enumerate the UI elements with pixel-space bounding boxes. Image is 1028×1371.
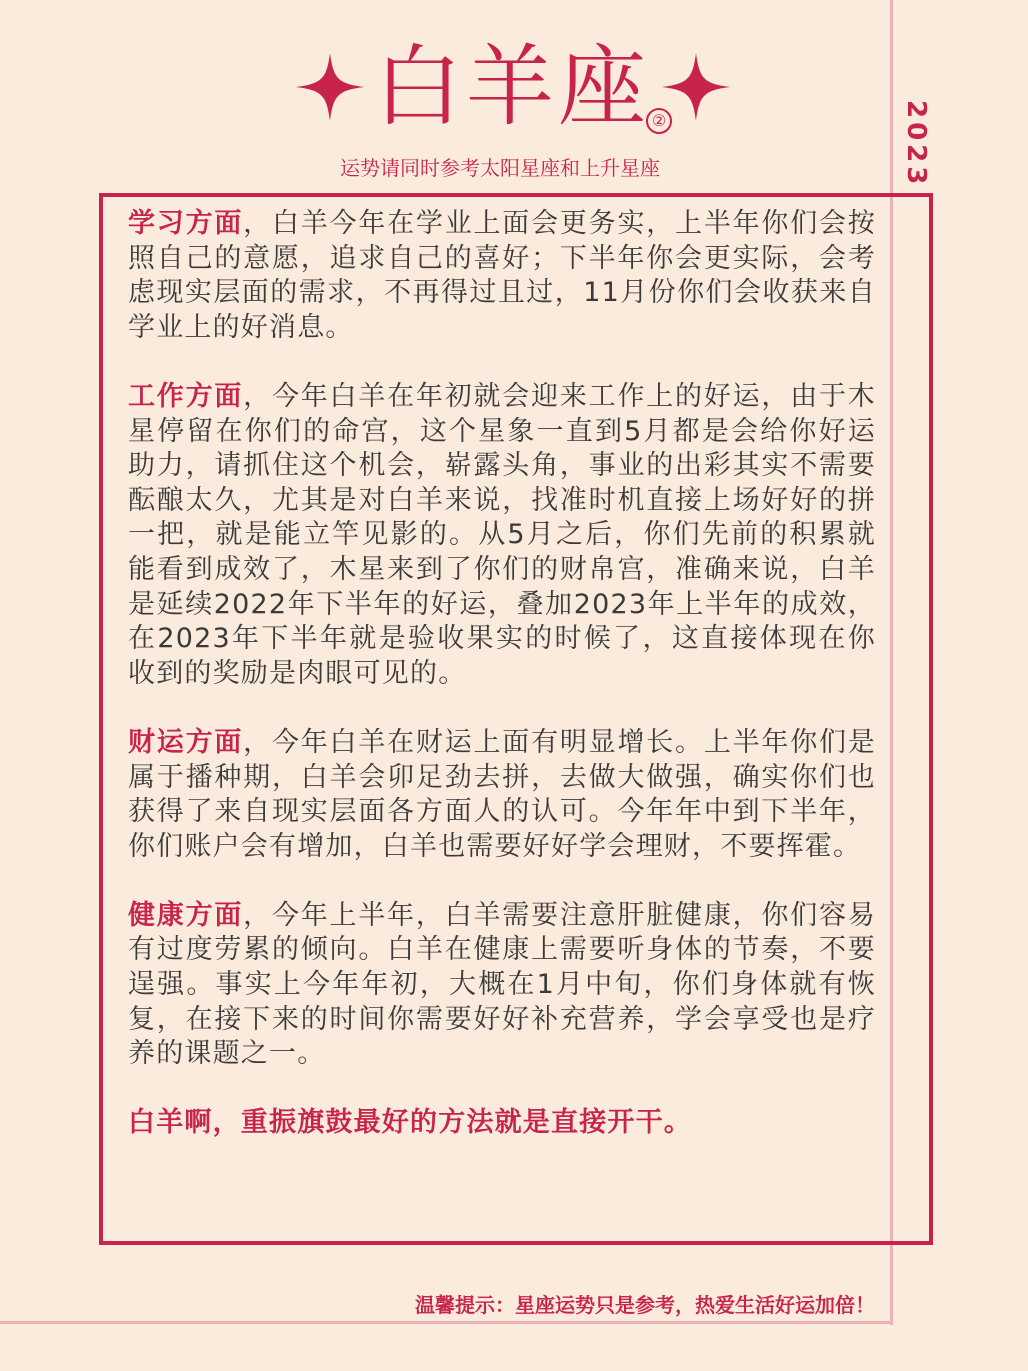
horizontal-divider-line bbox=[0, 1321, 893, 1324]
year-label: 2023 bbox=[901, 100, 931, 189]
content-body bbox=[128, 207, 876, 1176]
four-point-star-icon bbox=[662, 53, 730, 121]
section-wealth bbox=[128, 726, 876, 864]
section-text: ，白羊今年在学业上面会更务实，上半年你们会按照自己的意愿，追求自己的喜好；下半年你会更实际，会考虑现实层面的需求，不再得过且过，11月份你们会收获来自学业上的好消息。 bbox=[128, 208, 876, 343]
section-health bbox=[128, 899, 876, 1072]
four-point-star-icon bbox=[296, 53, 364, 121]
part-number-badge: ② bbox=[646, 108, 672, 134]
page-title: 白羊座 bbox=[374, 35, 651, 138]
section-text: ，今年白羊在年初就会迎来工作上的好运，由于木星停留在你们的命宫，这个星象一直到5月都是会给你好运助力，请抓住这个机会，崭露头角，事业的出彩其实不需要酝酿太久，尤其是对白羊来说，找准时机直接上场好好的拼一把，就是能立竿见影的。从5月之后，你们先前的积累就能看到成效了，木星来到了你们的财帛宫，准确来说，白羊是延续2022年下半年的好运，叠加2023年上半年的成效，在2023年下半年就是验收果实的时候了，这直接体现在你收到的奖励是肉眼可见的。 bbox=[128, 380, 876, 689]
closing-line: 白羊啊，重振旗鼓最好的方法就是直接开干。 bbox=[128, 1107, 692, 1139]
footer-tip: 温馨提示：星座运势只是参考，热爱生活好运加倍！ bbox=[415, 1293, 875, 1317]
section-study bbox=[128, 207, 876, 345]
subtitle: 运势请同时参考太阳星座和上升星座 bbox=[340, 156, 660, 180]
section-heading: 财运方面 bbox=[128, 726, 244, 758]
section-heading: 健康方面 bbox=[128, 899, 244, 931]
section-text: ，今年白羊在财运上面有明显增长。上半年你们是属于播种期，白羊会卯足劲去拼，去做大做强，确实你们也获得了来自现实层面各方面人的认可。今年年中到下半年，你们账户会有增加，白羊也需要好好学会理财，不要挥霍。 bbox=[128, 726, 876, 862]
section-heading: 工作方面 bbox=[128, 380, 244, 412]
section-heading: 学习方面 bbox=[128, 208, 244, 239]
section-text: ，今年上半年，白羊需要注意肝脏健康，你们容易有过度劳累的倾向。白羊在健康上需要听身体的节奏，不要逞强。事实上今年年初，大概在1月中旬，你们身体就有恢复，在接下来的时间你需要好好补充营养，学会享受也是疗养的课题之一。 bbox=[128, 899, 876, 1070]
section-work bbox=[128, 380, 876, 691]
